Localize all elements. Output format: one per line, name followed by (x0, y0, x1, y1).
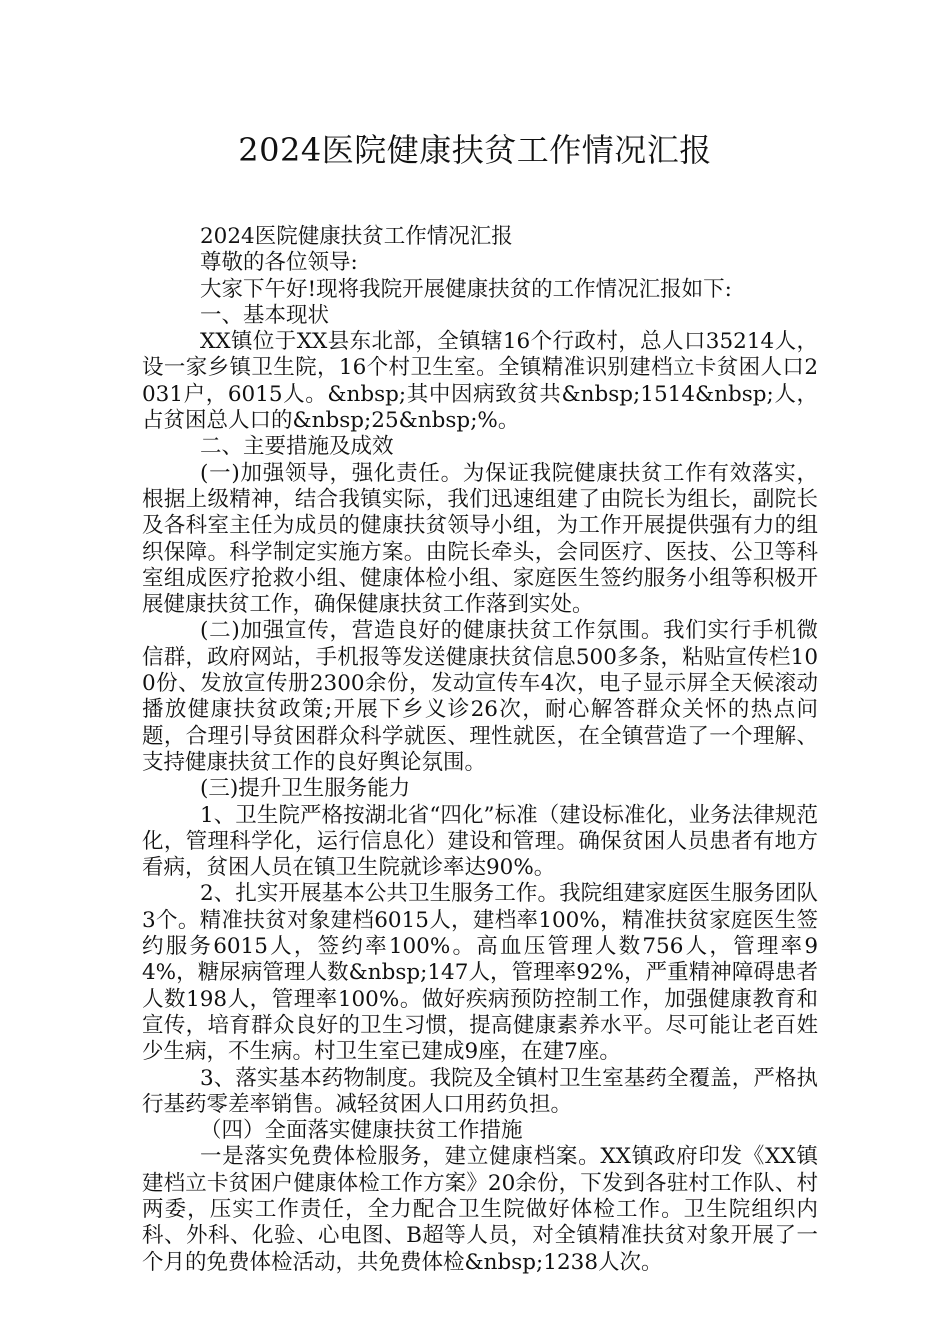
paragraph-public-health: 2、扎实开展基本公共卫生服务工作。我院组建家庭医生服务团队3个。精准扶贫对象建档6015人，建档率100%，精准扶贫家庭医生签约服务6015人，签约率100%。高血压管理人数756人，管理率94%，糖尿病管理人数&nbsp;147人，管理率92%，严重精神障碍患者人数198人，管理率100%。做好疾病预防控制工作，加强健康教育和宣传，培育群众良好的卫生习惯，提高健康素养水平。尽可能让老百姓少生病，不生病。村卫生室已建成9座，在建7座。 (142, 881, 818, 1065)
paragraph-basic-status: XX镇位于XX县东北部，全镇辖16个行政村，总人口35214人，设一家乡镇卫生院，16个村卫生室。全镇精准识别建档立卡贫困人口2031户，6015人。&nbsp;其中因病致贫共&nbsp;1514&nbsp;人，占贫困总人口的&nbsp;25&nbsp;%。 (142, 329, 818, 434)
paragraph-free-checkup: 一是落实免费体检服务，建立健康档案。XX镇政府印发《XX镇建档立卡贫困户健康体检工作方案》20余份，下发到各驻村工作队、村两委，压实工作责任，全力配合卫生院做好体检工作。卫生院组织内科、外科、化验、心电图、B超等人员，对全镇精准扶贫对象开展了一个月的免费体检活动，共免费体检&nbsp;1238人次。 (142, 1144, 818, 1275)
subsection-heading-measures-implementation: （四）全面落实健康扶贫工作措施 (200, 1118, 523, 1144)
body-heading: 2024医院健康扶贫工作情况汇报 (200, 224, 513, 249)
greeting: 大家下午好!现将我院开展健康扶贫的工作情况汇报如下: (200, 276, 732, 302)
salutation: 尊敬的各位领导: (200, 250, 358, 276)
section-heading-measures: 二、主要措施及成效 (200, 434, 394, 460)
paragraph-leadership: (一)加强领导，强化责任。为保证我院健康扶贫工作有效落实，根据上级精神，结合我镇实际，我们迅速组建了由院长为组长，副院长及各科室主任为成员的健康扶贫领导小组，为工作开展提供强有力的组织保障。科学制定实施方案。由院长牵头，会同医疗、医技、公卫等科室组成医疗抢救小组、健康体检小组、家庭医生签约服务小组等积极开展健康扶贫工作，确保健康扶贫工作落到实处。 (142, 460, 818, 618)
document-body (142, 224, 818, 1276)
paragraph-standards: 1、卫生院严格按湖北省“四化”标准（建设标准化，业务法律规范化，管理科学化，运行信息化）建设和管理。确保贫困人员患者有地方看病，贫困人员在镇卫生院就诊率达90%。 (142, 802, 818, 881)
document-title: 2024医院健康扶贫工作情况汇报 (238, 131, 712, 169)
subsection-heading-service-capacity: (三)提升卫生服务能力 (200, 776, 411, 802)
paragraph-publicity: (二)加强宣传，营造良好的健康扶贫工作氛围。我们实行手机微信群，政府网站，手机报等发送健康扶贫信息500多条，粘贴宣传栏100份、发放宣传册2300余份，发动宣传车4次，电子显示屏全天候滚动播放健康扶贫政策;开展下乡义诊26次，耐心解答群众关怀的热点问题，合理引导贫困群众科学就医、理性就医，在全镇营造了一个理解、支持健康扶贫工作的良好舆论氛围。 (142, 618, 818, 775)
paragraph-drug-system: 3、落实基本药物制度。我院及全镇村卫生室基药全覆盖，严格执行基药零差率销售。减轻贫困人口用药负担。 (142, 1065, 818, 1117)
section-heading-basic-status: 一、基本现状 (200, 302, 330, 328)
